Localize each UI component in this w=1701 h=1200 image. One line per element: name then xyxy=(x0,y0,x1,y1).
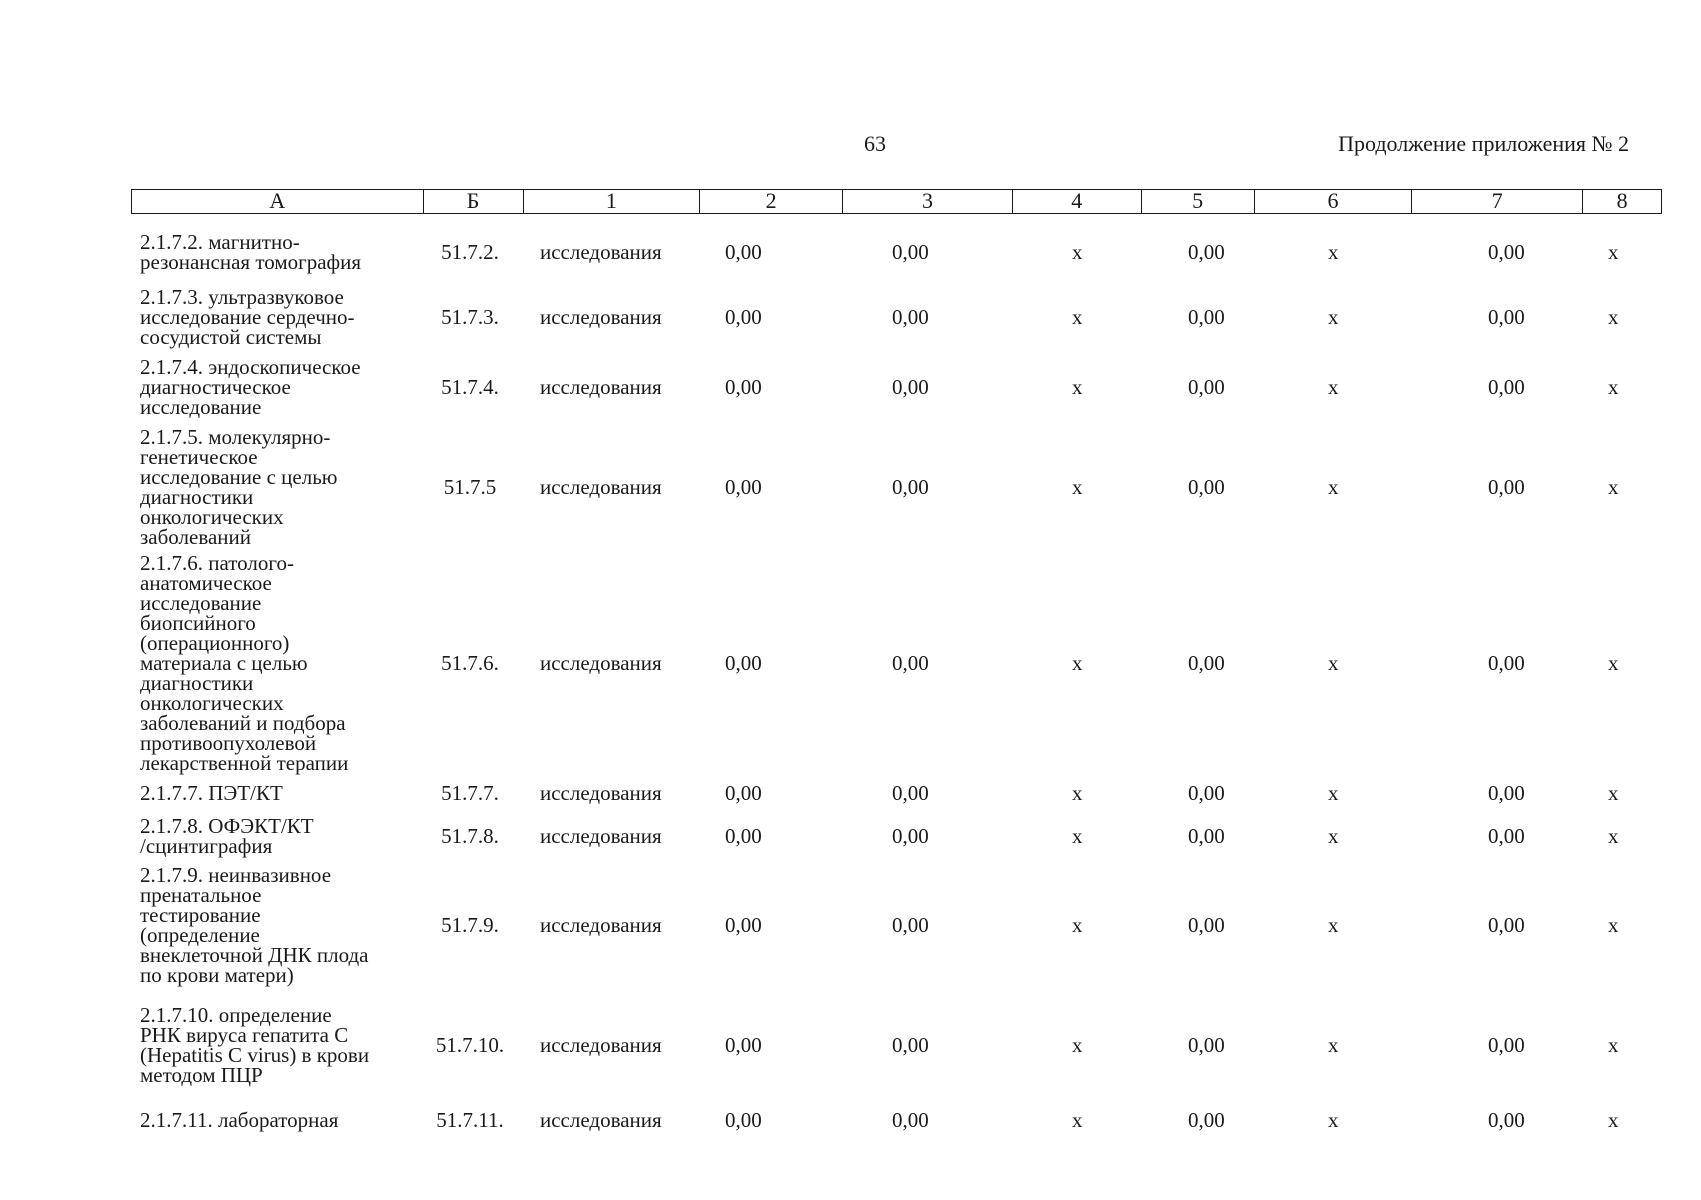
value-col-3: 0,00 xyxy=(892,374,929,399)
table-row xyxy=(0,1100,1701,1140)
value-col-4: x xyxy=(1072,1107,1083,1132)
value-col-7: 0,00 xyxy=(1488,304,1525,329)
row-name: 2.1.7.9. неинвазивное пренатальное тестирование (определение внеклеточной ДНК плода по крови матери) xyxy=(140,863,369,987)
header-cell: 8 xyxy=(1616,188,1628,213)
value-col-6: x xyxy=(1328,823,1339,848)
row-unit: исследования xyxy=(540,650,662,675)
value-col-8: x xyxy=(1608,304,1619,329)
row-code: 51.7.11. xyxy=(436,1107,504,1132)
value-col-5: 0,00 xyxy=(1188,304,1225,329)
value-col-7: 0,00 xyxy=(1488,1032,1525,1057)
value-col-3: 0,00 xyxy=(892,239,929,264)
value-col-4: x xyxy=(1072,474,1083,499)
value-col-7: 0,00 xyxy=(1488,912,1525,937)
row-unit: исследования xyxy=(540,1107,662,1132)
row-unit: исследования xyxy=(540,374,662,399)
row-name: 2.1.7.6. патолого- анатомическое исследование биопсийного (операционного) материала с целью диагностики онкологических заболеваний и подбора противоопухолевой лекарственной терапии xyxy=(140,551,349,775)
value-col-7: 0,00 xyxy=(1488,780,1525,805)
row-unit: исследования xyxy=(540,474,662,499)
header-cell: 2 xyxy=(700,190,843,213)
row-name: 2.1.7.11. лабораторная xyxy=(140,1108,339,1132)
table-row xyxy=(0,990,1701,1100)
value-col-2: 0,00 xyxy=(725,304,762,329)
value-col-7: 0,00 xyxy=(1488,1107,1525,1132)
value-col-8: x xyxy=(1608,780,1619,805)
value-col-2: 0,00 xyxy=(725,1032,762,1057)
value-col-3: 0,00 xyxy=(892,1107,929,1132)
header-cell: 5 xyxy=(1142,190,1255,213)
table-row xyxy=(0,222,1701,282)
row-unit: исследования xyxy=(540,1032,662,1057)
value-col-2: 0,00 xyxy=(725,239,762,264)
row-unit: исследования xyxy=(540,239,662,264)
value-col-7: 0,00 xyxy=(1488,823,1525,848)
header-cell: 6 xyxy=(1255,190,1413,213)
row-name: 2.1.7.8. ОФЭКТ/КТ /сцинтиграфия xyxy=(140,814,314,858)
value-col-8: x xyxy=(1608,823,1619,848)
value-col-5: 0,00 xyxy=(1188,650,1225,675)
value-col-4: x xyxy=(1072,1032,1083,1057)
value-col-7: 0,00 xyxy=(1488,374,1525,399)
table-row xyxy=(0,860,1701,990)
value-col-7: 0,00 xyxy=(1488,474,1525,499)
header-cell: Б xyxy=(424,190,524,213)
row-code: 51.7.8. xyxy=(441,823,499,848)
value-col-3: 0,00 xyxy=(892,650,929,675)
value-col-6: x xyxy=(1328,374,1339,399)
row-unit: исследования xyxy=(540,823,662,848)
row-code: 51.7.7. xyxy=(441,780,499,805)
value-col-5: 0,00 xyxy=(1188,374,1225,399)
value-col-2: 0,00 xyxy=(725,780,762,805)
row-code: 51.7.2. xyxy=(441,239,499,264)
value-col-8: x xyxy=(1608,1032,1619,1057)
value-col-6: x xyxy=(1328,1107,1339,1132)
value-col-6: x xyxy=(1328,1032,1339,1057)
value-col-5: 0,00 xyxy=(1188,239,1225,264)
value-col-8: x xyxy=(1608,239,1619,264)
value-col-5: 0,00 xyxy=(1188,1107,1225,1132)
value-col-3: 0,00 xyxy=(892,780,929,805)
row-unit: исследования xyxy=(540,304,662,329)
value-col-7: 0,00 xyxy=(1488,239,1525,264)
row-name: 2.1.7.7. ПЭТ/КТ xyxy=(140,781,283,805)
row-unit: исследования xyxy=(540,912,662,937)
value-col-6: x xyxy=(1328,239,1339,264)
row-name: 2.1.7.10. определение РНК вируса гепатита С (Hepatitis C virus) в крови методом ПЦР xyxy=(140,1003,370,1087)
table-row xyxy=(0,352,1701,422)
value-col-2: 0,00 xyxy=(725,823,762,848)
row-name: 2.1.7.3. ультразвуковое исследование сердечно- сосудистой системы xyxy=(140,285,355,349)
continuation-label: Продолжение приложения № 2 xyxy=(1338,131,1629,156)
value-col-8: x xyxy=(1608,1107,1619,1132)
header-cell: 1 xyxy=(524,190,701,213)
row-code: 51.7.4. xyxy=(441,374,499,399)
row-code: 51.7.3. xyxy=(441,304,499,329)
value-col-4: x xyxy=(1072,304,1083,329)
value-col-5: 0,00 xyxy=(1188,823,1225,848)
value-col-2: 0,00 xyxy=(725,912,762,937)
value-col-3: 0,00 xyxy=(892,823,929,848)
value-col-2: 0,00 xyxy=(725,650,762,675)
value-col-8: x xyxy=(1608,474,1619,499)
value-col-6: x xyxy=(1328,304,1339,329)
value-col-6: x xyxy=(1328,474,1339,499)
page-number: 63 xyxy=(864,131,886,156)
value-col-2: 0,00 xyxy=(725,374,762,399)
value-col-4: x xyxy=(1072,780,1083,805)
row-code: 51.7.9. xyxy=(441,912,499,937)
header-cell: 3 xyxy=(843,190,1013,213)
table-row xyxy=(0,282,1701,352)
value-col-3: 0,00 xyxy=(892,1032,929,1057)
row-name: 2.1.7.2. магнитно- резонансная томография xyxy=(140,230,362,274)
value-col-6: x xyxy=(1328,650,1339,675)
table-header xyxy=(131,189,1662,214)
value-col-4: x xyxy=(1072,650,1083,675)
table-body xyxy=(0,222,1701,1140)
value-col-3: 0,00 xyxy=(892,912,929,937)
table-row xyxy=(0,422,1701,552)
row-code: 51.7.10. xyxy=(435,1032,505,1057)
table-row xyxy=(0,774,1701,812)
row-name: 2.1.7.5. молекулярно- генетическое исследование с целью диагностики онкологических заболеваний xyxy=(140,425,338,549)
row-unit: исследования xyxy=(540,780,662,805)
header-cell: А xyxy=(132,190,424,213)
value-col-2: 0,00 xyxy=(725,1107,762,1132)
value-col-8: x xyxy=(1608,912,1619,937)
table-row xyxy=(0,812,1701,860)
header-cell: 4 xyxy=(1013,190,1142,213)
row-code: 51.7.5 xyxy=(443,474,497,499)
value-col-4: x xyxy=(1072,912,1083,937)
value-col-5: 0,00 xyxy=(1188,912,1225,937)
value-col-5: 0,00 xyxy=(1188,780,1225,805)
row-code: 51.7.6. xyxy=(441,650,499,675)
value-col-6: x xyxy=(1328,912,1339,937)
value-col-4: x xyxy=(1072,823,1083,848)
value-col-3: 0,00 xyxy=(892,304,929,329)
value-col-5: 0,00 xyxy=(1188,474,1225,499)
value-col-7: 0,00 xyxy=(1488,650,1525,675)
value-col-4: x xyxy=(1072,239,1083,264)
value-col-8: x xyxy=(1608,374,1619,399)
value-col-3: 0,00 xyxy=(892,474,929,499)
table-row xyxy=(0,552,1701,774)
value-col-4: x xyxy=(1072,374,1083,399)
value-col-8: x xyxy=(1608,650,1619,675)
value-col-5: 0,00 xyxy=(1188,1032,1225,1057)
header-cell: 7 xyxy=(1412,190,1583,213)
value-col-6: x xyxy=(1328,780,1339,805)
row-name: 2.1.7.4. эндоскопическое диагностическое исследование xyxy=(140,355,361,419)
value-col-2: 0,00 xyxy=(725,474,762,499)
